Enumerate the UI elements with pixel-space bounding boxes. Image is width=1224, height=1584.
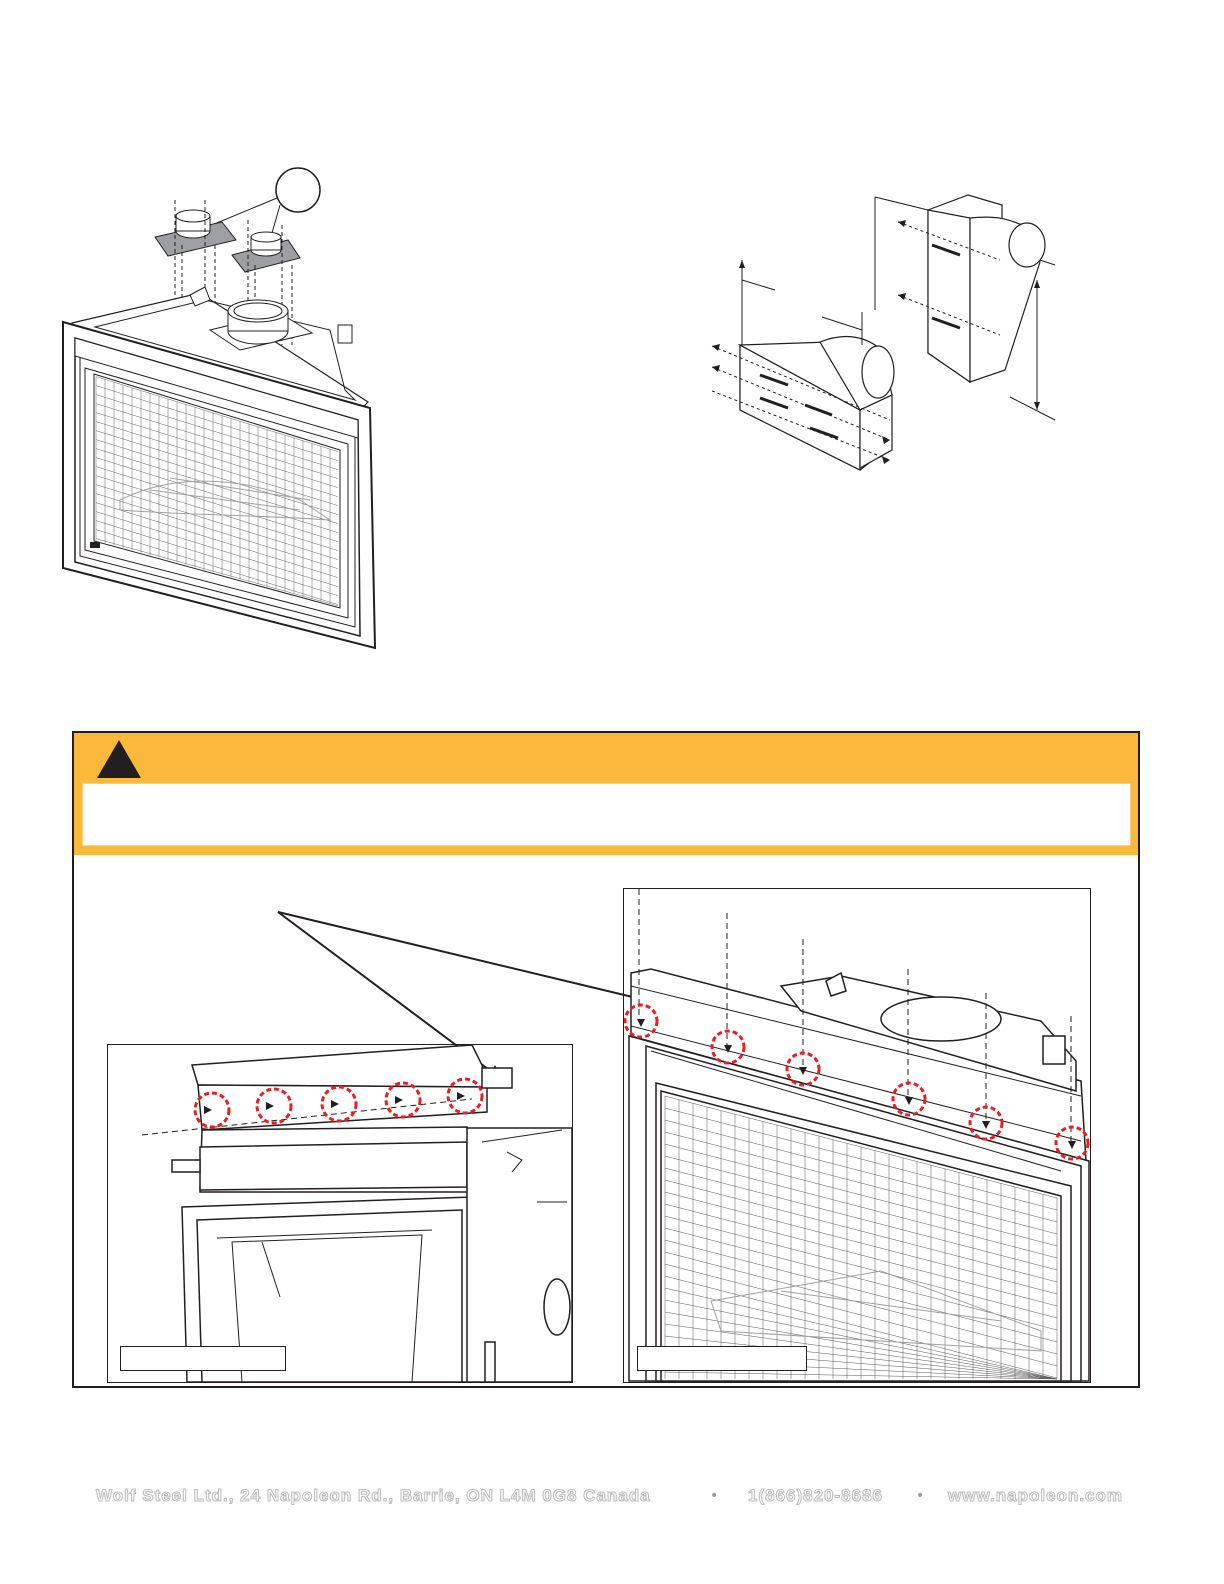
- detail-left-drawing: [108, 1045, 572, 1382]
- detail-left: [107, 1044, 573, 1383]
- footer-website[interactable]: www.napoleon.com: [948, 1486, 1123, 1505]
- fireplace-top-collars-figure: [55, 160, 385, 660]
- detail-left-caption: [120, 1346, 286, 1371]
- footer-company: Wolf Steel Ltd., 24 Napoleon Rd., Barrie, ON L4M 0G8 Canada: [96, 1486, 651, 1505]
- warning-box: [72, 731, 1140, 1388]
- fireplace-top-collars-drawing: [55, 160, 385, 660]
- footer: [0, 1486, 1224, 1510]
- callout-circle: [276, 168, 320, 212]
- footer-separator: •: [916, 1488, 925, 1504]
- napoleon-logo-icon: [90, 542, 100, 548]
- footer-phone: 1(866)820-8686: [748, 1486, 883, 1505]
- vent-adaptors-figure: [700, 190, 1070, 490]
- detail-right: [623, 888, 1091, 1383]
- detail-right-caption: [637, 1346, 807, 1371]
- footer-separator: •: [710, 1488, 719, 1504]
- vent-adaptors-drawing: [700, 190, 1070, 490]
- detail-right-drawing: [624, 889, 1090, 1382]
